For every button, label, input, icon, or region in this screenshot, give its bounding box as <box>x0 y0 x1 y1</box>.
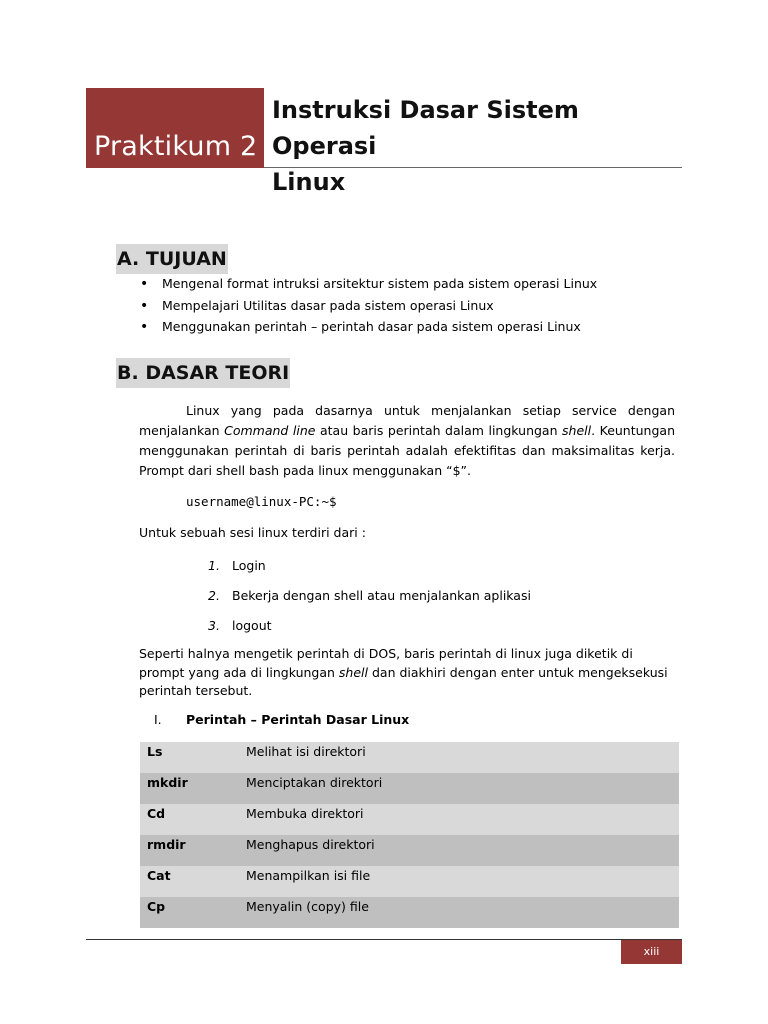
command-name: Cat <box>140 866 239 897</box>
chapter-title <box>272 92 682 200</box>
step-item <box>208 586 531 616</box>
intro-text: atau baris perintah dalam lingkungan <box>315 423 563 438</box>
table-row <box>140 835 679 866</box>
chapter-title-line2: Linux <box>272 168 346 196</box>
step-text: Login <box>232 558 266 573</box>
step-item <box>208 616 531 646</box>
step-text: logout <box>232 618 272 633</box>
shell-prompt: username@linux-PC:~$ <box>186 494 337 509</box>
intro-emphasis: Command line <box>224 423 316 438</box>
step-text: Bekerja dengan shell atau menjalankan aplikasi <box>232 588 531 603</box>
session-intro: Untuk sebuah sesi linux terdiri dari : <box>139 525 366 540</box>
command-description: Menampilkan isi file <box>239 866 679 897</box>
command-name: Cd <box>140 804 239 835</box>
step-number: 2. <box>208 588 220 603</box>
command-name: Ls <box>140 742 239 773</box>
table-row <box>140 897 679 928</box>
chapter-label: Praktikum 2 <box>94 131 258 162</box>
chapter-label-box <box>86 88 264 168</box>
step-item <box>208 556 531 586</box>
dos-text: dan diakhiri dengan enter untuk mengeksekusi perintah tersebut. <box>139 664 668 698</box>
table-row <box>140 773 679 804</box>
command-description: Melihat isi direktori <box>239 742 679 773</box>
objective-item: • Mempelajari Utilitas dasar pada sistem operasi Linux <box>140 296 597 318</box>
commands-table <box>140 742 679 928</box>
intro-paragraph <box>139 401 675 481</box>
intro-text: Linux yang pada dasarnya untuk menjalankan setiap service dengan menjalankan <box>139 403 675 438</box>
session-steps <box>208 556 531 646</box>
command-description: Menciptakan direktori <box>239 773 679 804</box>
step-number: 3. <box>208 618 220 633</box>
chapter-title-line1: Instruksi Dasar Sistem Operasi <box>272 96 579 160</box>
intro-text: . Keuntungan menggunakan perintah di baris perintah adalah efektifitas dan maksimalitas kerja. Prompt dari shell bash pada linux menggunakan “$”. <box>139 423 675 478</box>
title-divider <box>264 167 682 168</box>
subsection-number: I. <box>154 712 162 727</box>
table-row <box>140 742 679 773</box>
table-row <box>140 866 679 897</box>
section-heading-dasar-teori: B. DASAR TEORI <box>116 358 290 388</box>
subsection-heading <box>154 712 409 727</box>
footer-divider <box>86 939 682 940</box>
table-row <box>140 804 679 835</box>
intro-emphasis: shell <box>562 423 592 438</box>
command-description: Menyalin (copy) file <box>239 897 679 928</box>
subsection-title: Perintah – Perintah Dasar Linux <box>186 712 410 727</box>
step-number: 1. <box>208 558 220 573</box>
page-number: xiii <box>621 940 682 964</box>
command-description: Menghapus direktori <box>239 835 679 866</box>
objective-item: • Menggunakan perintah – perintah dasar pada sistem operasi Linux <box>140 317 597 339</box>
dos-text: Seperti halnya mengetik perintah di DOS, baris perintah di linux juga diketik di prompt yang ada di lingkungan <box>139 646 633 680</box>
objective-item: • Mengenal format intruksi arsitektur sistem pada sistem operasi Linux <box>140 274 597 296</box>
dos-paragraph <box>139 645 675 701</box>
objectives-list <box>140 274 597 339</box>
command-name: Cp <box>140 897 239 928</box>
dos-emphasis: shell <box>338 664 368 680</box>
command-name: mkdir <box>140 773 239 804</box>
command-name: rmdir <box>140 835 239 866</box>
section-heading-tujuan: A. TUJUAN <box>116 244 228 274</box>
command-description: Membuka direktori <box>239 804 679 835</box>
